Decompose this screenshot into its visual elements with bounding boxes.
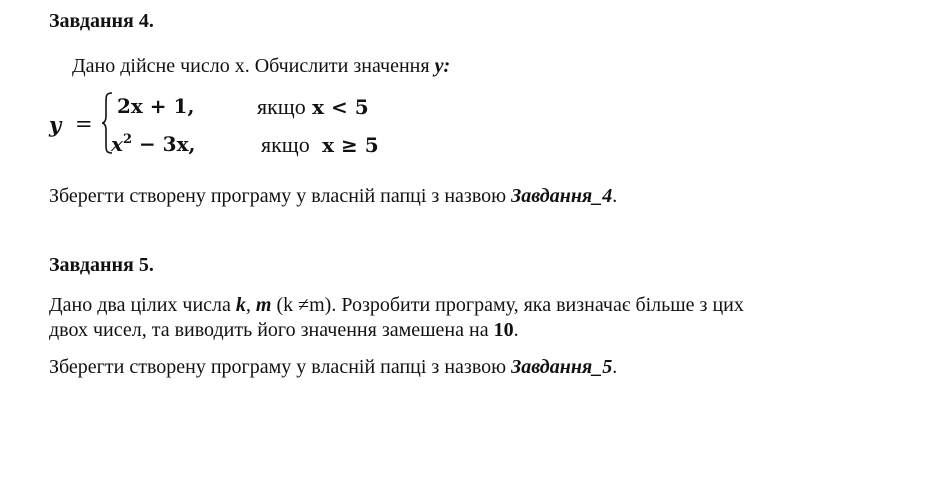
var-m: m [255, 294, 272, 316]
piecewise-formula [49, 92, 469, 162]
var-k: k [235, 294, 246, 316]
formula-case1-word: якщо [257, 94, 306, 119]
task4-intro-text: Дано дійсне число x. Обчислити значення [72, 55, 435, 77]
task5-folder-name: Завдання_5 [511, 356, 613, 378]
formula-case1-cond: x < 5 [312, 95, 369, 119]
task4-heading: Завдання 4. [49, 10, 154, 32]
formula-case1-expr: 2x + 1, [117, 94, 195, 118]
task4-intro-var: y: [434, 55, 451, 77]
task5-paragraph-line1: Дано два цілих числа k, m (k ≠m). Розробити програму, яка визначає більше з цих [49, 294, 744, 316]
task5-heading: Завдання 5. [49, 254, 154, 276]
formula-lhs: y [49, 112, 62, 137]
formula-case2-cond: x ≥ 5 [322, 133, 379, 157]
formula-case2-word: якщо [261, 132, 310, 157]
formula-case2-condition [261, 132, 379, 158]
formula-equals: = [75, 112, 93, 136]
formula-case2-expr: $x^2 - 3x$, [111, 132, 196, 156]
task5-save-instruction: Зберегти створену програму у власній папці з назвою Завдання_5. [49, 356, 618, 378]
task4-intro [72, 55, 450, 78]
task5-paragraph-line2: двох чисел, та виводить його значення замешена на 10. [49, 319, 519, 341]
task4-save-instruction: Зберегти створену програму у власній папці з назвою Завдання_4. [49, 185, 618, 207]
formula-case1-condition [257, 94, 369, 120]
replacement-number: 10 [493, 319, 514, 341]
task4-folder-name: Завдання_4 [511, 185, 613, 207]
